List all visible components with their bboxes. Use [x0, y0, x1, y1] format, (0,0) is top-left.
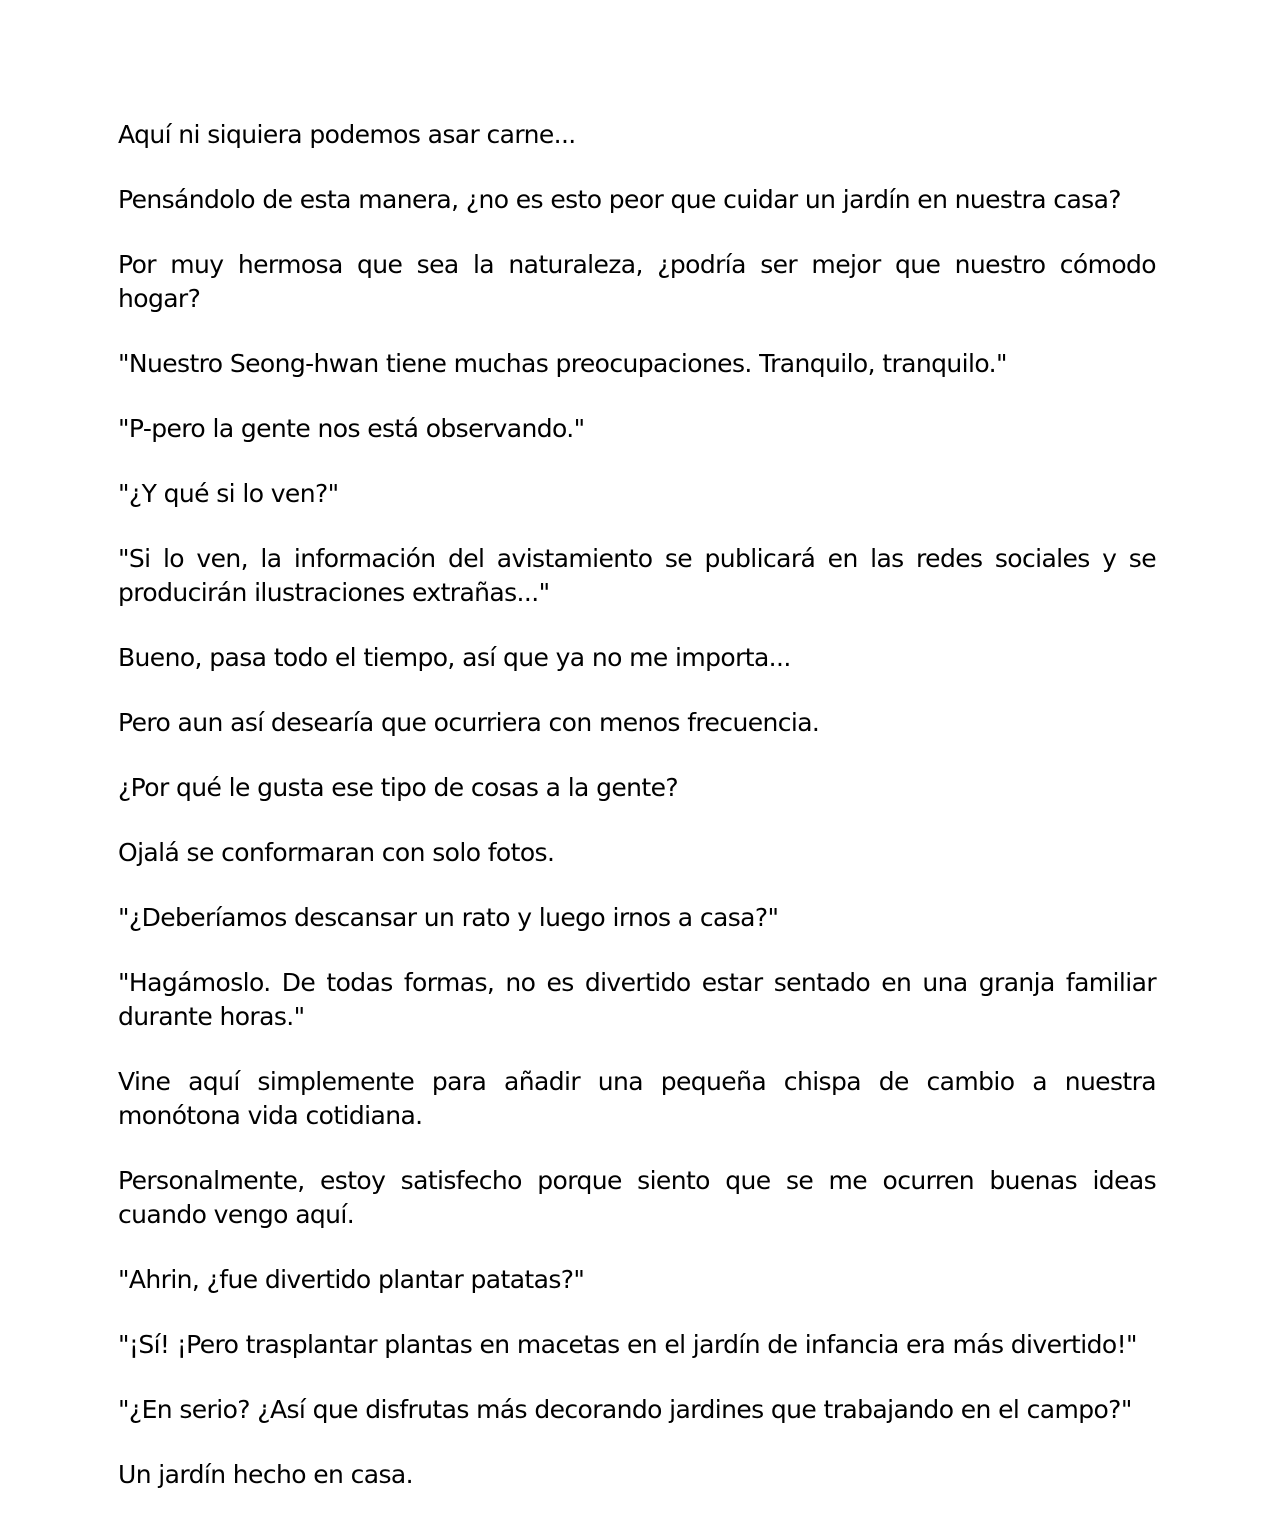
paragraph: Un jardín hecho en casa. [118, 1460, 413, 1489]
paragraph: Vine aquí simplemente para añadir una pequeña chispa de cambio a nuestra monótona vida cotidiana. [118, 1067, 1156, 1130]
paragraph: Ojalá se conformaran con solo fotos. [118, 838, 555, 867]
paragraph: "Si lo ven, la información del avistamiento se publicará en las redes sociales y se producirán ilustraciones extrañas..." [118, 544, 1156, 607]
paragraph: "¿Deberíamos descansar un rato y luego irnos a casa?" [118, 903, 779, 932]
paragraph: Pero aun así desearía que ocurriera con menos frecuencia. [118, 708, 820, 737]
paragraph: ¿Por qué le gusta ese tipo de cosas a la gente? [118, 773, 679, 802]
paragraph: "Ahrin, ¿fue divertido plantar patatas?" [118, 1265, 585, 1294]
paragraph: "Nuestro Seong-hwan tiene muchas preocupaciones. Tranquilo, tranquilo." [118, 349, 1007, 378]
paragraph: "¿Y qué si lo ven?" [118, 479, 339, 508]
paragraph: Pensándolo de esta manera, ¿no es esto peor que cuidar un jardín en nuestra casa? [118, 185, 1121, 214]
document-page [118, 118, 1156, 1523]
paragraph: "¿En serio? ¿Así que disfrutas más decorando jardines que trabajando en el campo?" [118, 1395, 1132, 1424]
paragraph: Personalmente, estoy satisfecho porque siento que se me ocurren buenas ideas cuando vengo aquí. [118, 1166, 1156, 1229]
paragraph: "¡Sí! ¡Pero trasplantar plantas en macetas en el jardín de infancia era más divertido!" [118, 1330, 1137, 1359]
paragraph: "Hagámoslo. De todas formas, no es divertido estar sentado en una granja familiar durante horas." [118, 968, 1156, 1031]
paragraph: "P-pero la gente nos está observando." [118, 414, 585, 443]
paragraph: Aquí ni siquiera podemos asar carne... [118, 120, 576, 149]
paragraph: Bueno, pasa todo el tiempo, así que ya no me importa... [118, 643, 791, 672]
paragraph: Por muy hermosa que sea la naturaleza, ¿podría ser mejor que nuestro cómodo hogar? [118, 250, 1156, 313]
